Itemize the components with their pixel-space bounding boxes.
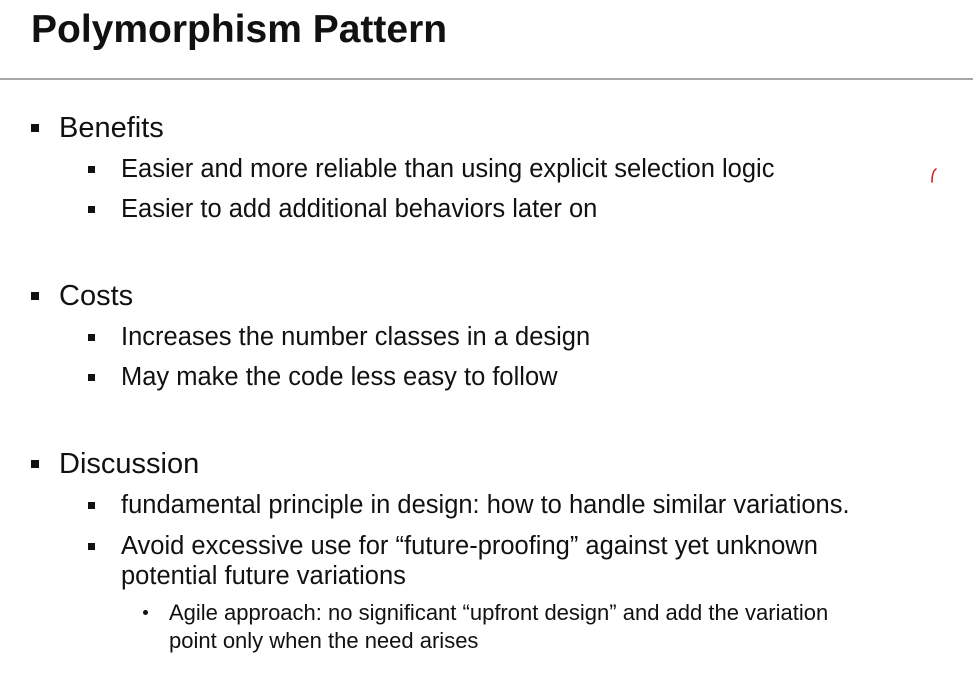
title-divider [0,78,973,80]
list-item-text: Easier to add additional behaviors later on [121,195,598,223]
slide-title: Polymorphism Pattern [31,8,448,51]
list-item-text: Easier and more reliable than using explicit selection logic [121,155,775,183]
square-bullet-icon [31,124,39,132]
section-heading: Benefits [59,112,164,144]
square-bullet-icon [88,543,95,550]
square-bullet-icon [88,334,95,341]
list-item-text: May make the code less easy to follow [121,363,558,391]
dot-bullet-icon [143,610,148,615]
list-item-text: potential future variations [121,562,406,590]
section-heading: Discussion [59,448,200,480]
sub-list-item-text: Agile approach: no significant “upfront design” and add the variation [169,600,829,625]
square-bullet-icon [31,460,39,468]
sub-list-item-text: point only when the need arises [169,628,479,653]
square-bullet-icon [88,374,95,381]
pen-annotation-icon [928,166,940,186]
square-bullet-icon [88,166,95,173]
list-item-text: Avoid excessive use for “future-proofing” against yet unknown [121,532,818,560]
list-item-text: fundamental principle in design: how to handle similar variations. [121,491,850,519]
square-bullet-icon [88,502,95,509]
section-heading: Costs [59,280,134,312]
square-bullet-icon [88,206,95,213]
square-bullet-icon [31,292,39,300]
list-item-text: Increases the number classes in a design [121,323,591,351]
